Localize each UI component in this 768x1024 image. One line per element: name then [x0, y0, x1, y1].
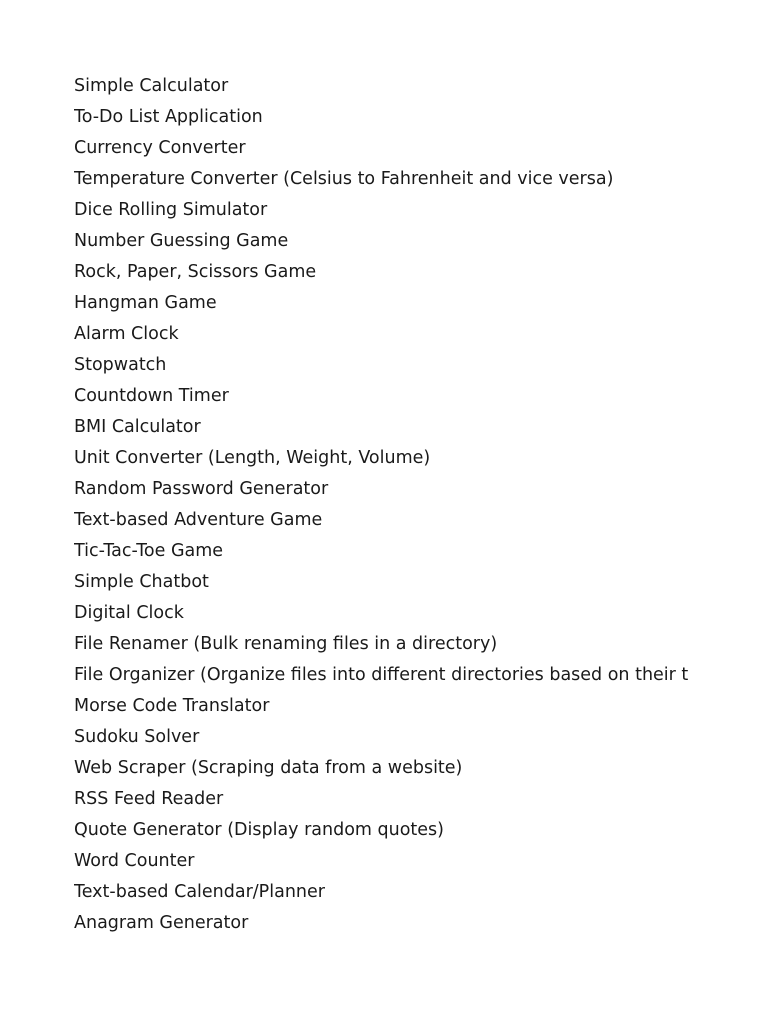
list-item: Countdown Timer: [74, 386, 229, 406]
list-item: Quote Generator (Display random quotes): [74, 820, 445, 840]
list-item: Sudoku Solver: [74, 727, 200, 747]
list-item: Text-based Calendar/Planner: [74, 882, 325, 902]
list-item: Stopwatch: [74, 355, 167, 375]
list-item: BMI Calculator: [74, 417, 201, 437]
list-item: Currency Converter: [74, 138, 246, 158]
list-item: Morse Code Translator: [74, 696, 270, 716]
list-item: Text-based Adventure Game: [74, 510, 323, 530]
list-item: File Renamer (Bulk renaming files in a directory): [74, 634, 498, 654]
list-item: File Organizer (Organize files into different directories based on their t: [74, 665, 689, 685]
list-item: Number Guessing Game: [74, 231, 289, 251]
list-item: To-Do List Application: [74, 107, 263, 127]
list-item: Unit Converter (Length, Weight, Volume): [74, 448, 431, 468]
list-item: Random Password Generator: [74, 479, 329, 499]
list-item: Word Counter: [74, 851, 195, 871]
list-item: Alarm Clock: [74, 324, 179, 344]
project-ideas-list: [74, 71, 768, 939]
list-item: Digital Clock: [74, 603, 184, 623]
list-item: Rock, Paper, Scissors Game: [74, 262, 317, 282]
list-item: Anagram Generator: [74, 913, 249, 933]
list-item: Web Scraper (Scraping data from a website): [74, 758, 463, 778]
list-item: Temperature Converter (Celsius to Fahrenheit and vice versa): [74, 169, 614, 189]
list-item: Dice Rolling Simulator: [74, 200, 268, 220]
list-item: Hangman Game: [74, 293, 217, 313]
list-item: Tic-Tac-Toe Game: [74, 541, 224, 561]
list-item: RSS Feed Reader: [74, 789, 224, 809]
list-item: Simple Calculator: [74, 76, 229, 96]
list-item: Simple Chatbot: [74, 572, 209, 592]
